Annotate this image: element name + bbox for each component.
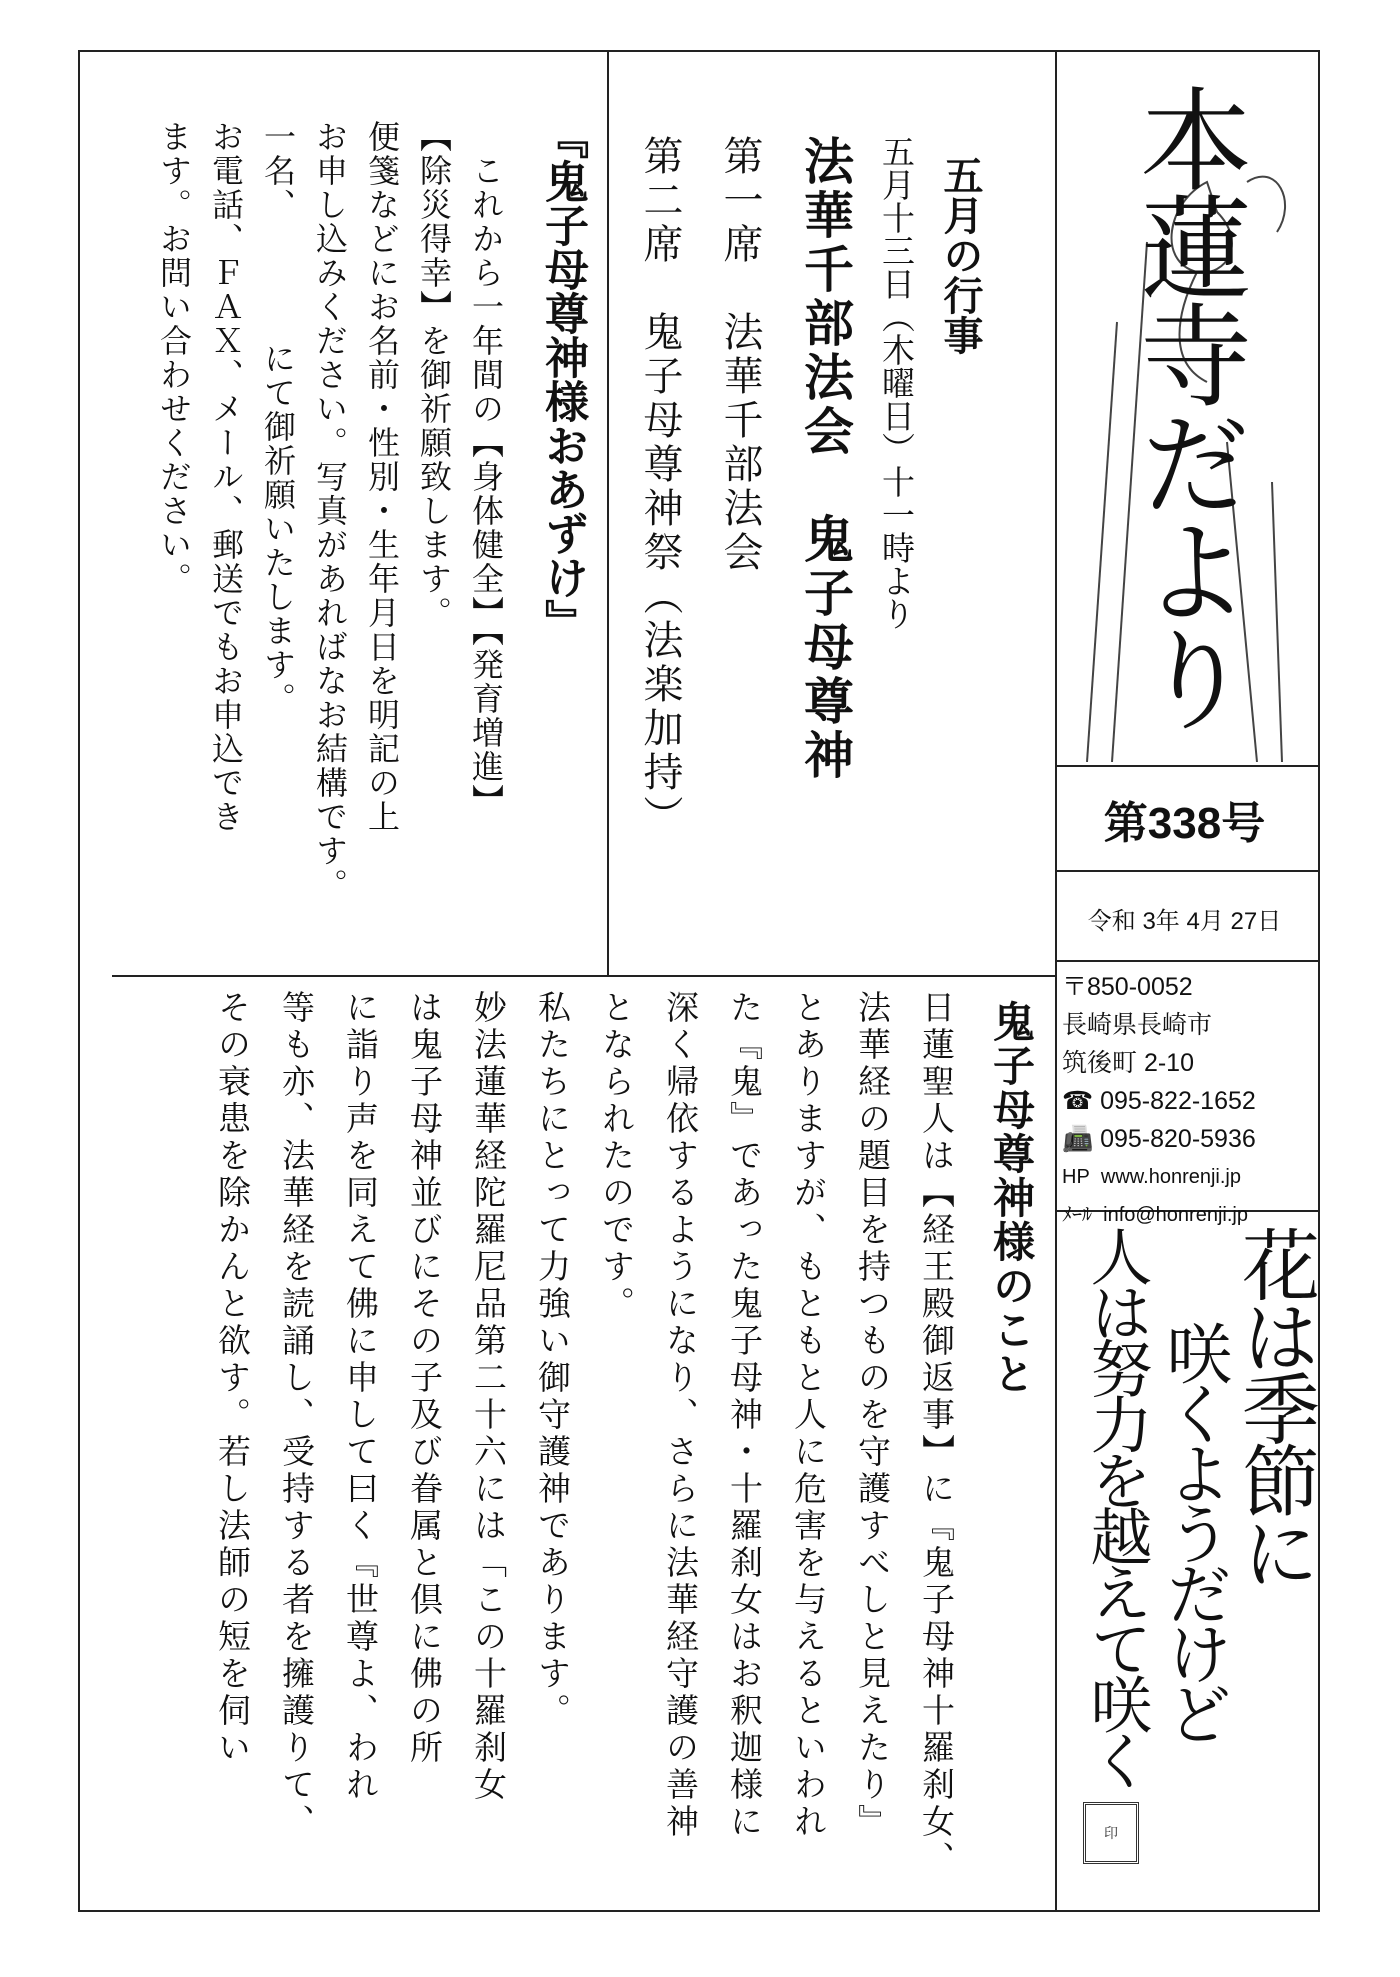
hp-url[interactable]: www.honrenji.jp: [1100, 1166, 1241, 1188]
article-line: となられたのです。: [597, 990, 636, 1323]
article-line: とありますが、もともと人に危害を与えるといわれ: [789, 990, 828, 1841]
oazuke-line: ます。お問い合わせください。: [155, 120, 193, 596]
fax-row: [1062, 1120, 1312, 1158]
oazuke-heading: 『鬼子母尊神様おあずけ』: [537, 115, 588, 643]
issue-date: 令和 3年 4月 27日: [1087, 907, 1282, 935]
article-line: に詣り声を同えて佛に申して曰く『世尊よ、われ: [341, 990, 380, 1804]
seal-stamp: 印: [1083, 1802, 1139, 1864]
oazuke-line: 便箋などにお名前・性別・生年月日を明記の上: [363, 120, 401, 834]
events-date: 五月十三日（木曜日）十一時より: [877, 135, 916, 630]
article-line: 深く帰依するようになり、さらに法華経守護の善神: [661, 990, 700, 1841]
motto-calligraphy: [1075, 1225, 1319, 1865]
events-divider: [607, 50, 609, 975]
newsletter-title: 本蓮寺だより: [1121, 82, 1252, 730]
article-line: 妙法蓮華経陀羅尼品第二十六には「この十羅刹女: [469, 990, 508, 1804]
issue-number: 第338号: [1103, 799, 1266, 848]
article-line: 私たちにとって力強い御守護神であります。: [533, 990, 572, 1730]
hp-label: HP: [1062, 1166, 1090, 1188]
masthead-logo: [1057, 62, 1312, 762]
date-bottom-line: [1055, 960, 1320, 962]
contact-block: [1062, 968, 1312, 1234]
events-heading: 五月の行事: [937, 155, 984, 355]
oazuke-line: お申し込みください。写真があればなお結構です。: [311, 120, 349, 902]
address-line-2: 筑後町 2-10: [1062, 1049, 1194, 1077]
issue-bottom-line: [1055, 870, 1320, 872]
mail-label: ﾒｰﾙ: [1062, 1204, 1092, 1226]
tel-row: [1062, 1082, 1312, 1120]
article-line: は鬼子母神並びにその子及び眷属と倶に佛の所: [405, 990, 444, 1767]
events-seat-1: 第一席 法華千部法会: [717, 135, 763, 575]
events-title: 法華千部法会 鬼子母尊神: [796, 135, 855, 783]
oazuke-line: 一名、 にて御祈願いたします。: [259, 120, 297, 716]
hp-row: [1062, 1158, 1312, 1196]
upper-section-bottom-line: [112, 975, 1055, 977]
article-line: その衰患を除かんと欲す。若し法師の短を伺い: [213, 990, 252, 1767]
oazuke-line: これから一年間の【身体健全】【発育増進】: [467, 120, 505, 818]
phone-icon: ☎: [1062, 1087, 1101, 1115]
tel-number: 095-822-1652: [1100, 1087, 1256, 1115]
article-line: 日蓮聖人は【経王殿御返事】に『鬼子母神十羅刹女、: [917, 990, 956, 1878]
motto-line-1: 花は季節に: [1229, 1225, 1319, 1585]
masthead-bottom-line: [1055, 765, 1320, 767]
oazuke-line: 【除災得幸】を御祈願致します。: [415, 120, 453, 630]
address-line-1: 長崎県長崎市: [1062, 1011, 1213, 1039]
article-line: 等も亦、法華経を読誦し、受持する者を擁護りて、: [277, 990, 316, 1841]
article-heading: 鬼子母尊神様のこと: [987, 1000, 1036, 1396]
motto-line-2: 咲くようだけど: [1155, 1320, 1232, 1740]
article-line: 法華経の題目を持つものを守護すべしと見えたり』: [853, 990, 892, 1841]
motto-line-3: 人は努力を越えて咲く: [1080, 1225, 1153, 1785]
events-seat-2: 第二席 鬼子母尊神祭（法楽加持）: [637, 135, 683, 839]
fax-number: 095-820-5936: [1100, 1125, 1256, 1153]
mail-address[interactable]: info@honrenji.jp: [1103, 1204, 1248, 1226]
postal-code: 〒850-0052: [1062, 973, 1193, 1001]
oazuke-line: お電話、ＦＡＸ、メール、郵送でもお申込でき: [207, 120, 245, 834]
article-line: た『鬼』であった鬼子母神・十羅刹女はお釈迦様に: [725, 990, 764, 1841]
fax-icon: 📠: [1062, 1125, 1101, 1153]
